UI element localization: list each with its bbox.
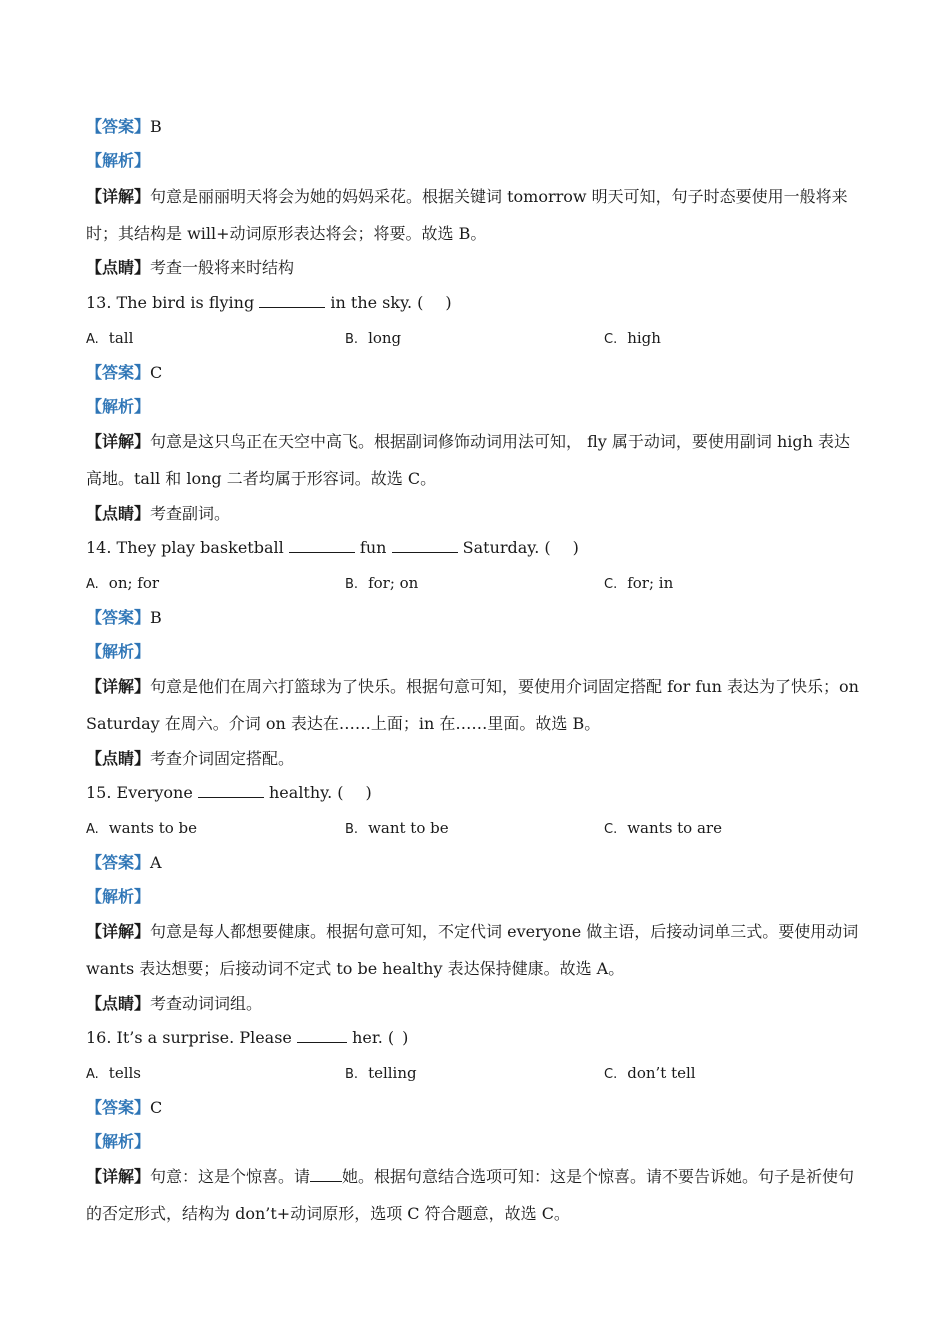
analysis-tag: 【解析】 bbox=[86, 397, 151, 416]
q12-detail-text: 句意是丽丽明天将会为她的妈妈采花。根据关键词 tomorrow 明天可知，句子时态要使用一般将来时；其结构是 will+动词原形表达将会；将要。故选 B。 bbox=[86, 187, 848, 243]
option-letter: B. bbox=[345, 822, 359, 837]
option-text: for; in bbox=[627, 574, 674, 592]
q14-stem-part: 14. They play basketball bbox=[86, 538, 284, 557]
option-text: high bbox=[627, 329, 661, 347]
option-text: for; on bbox=[368, 574, 419, 592]
q14-stem-part: fun bbox=[359, 538, 387, 557]
option-text: tall bbox=[108, 329, 134, 347]
q16-stem bbox=[86, 1027, 866, 1049]
q16-detail-text: 句意：这是个惊喜。请 bbox=[150, 1167, 311, 1186]
answer-blank bbox=[198, 783, 264, 798]
q15-detail-text: 句意是每人都想要健康。根据句意可知，不定代词 everyone 做主语，后接动词单三式。要使用动词 wants 表达想要；后接动词不定式 to be healthy 表达保持健康。故选 A。 bbox=[86, 922, 859, 978]
q15-stem-part: ) bbox=[365, 783, 372, 802]
q14-stem-part: Saturday. ( bbox=[462, 538, 551, 557]
detail-tag: 【详解】 bbox=[86, 432, 151, 451]
analysis-tag: 【解析】 bbox=[86, 642, 151, 661]
option-letter: C. bbox=[604, 332, 618, 347]
answer-tag: 【答案】 bbox=[86, 853, 151, 872]
q16-stem-part: 16. It’s a surprise. Please bbox=[86, 1028, 292, 1047]
option-letter: C. bbox=[604, 1067, 618, 1082]
q14-option-a bbox=[86, 572, 159, 596]
q13-answer: C bbox=[150, 363, 163, 382]
q13-option-c bbox=[604, 327, 661, 351]
q13-stem bbox=[86, 292, 866, 314]
detail-tag: 【详解】 bbox=[86, 187, 151, 206]
detail-tag: 【详解】 bbox=[86, 1167, 151, 1186]
option-letter: A. bbox=[86, 577, 99, 592]
answer-tag: 【答案】 bbox=[86, 1098, 151, 1117]
q13-option-b bbox=[345, 327, 401, 351]
analysis-tag: 【解析】 bbox=[86, 887, 151, 906]
q16-answer: C bbox=[150, 1098, 163, 1117]
q14-answer: B bbox=[150, 608, 162, 627]
option-letter: A. bbox=[86, 1067, 99, 1082]
q15-point-text: 考查动词词组。 bbox=[150, 994, 263, 1013]
q16-stem-part: her. ( bbox=[352, 1028, 395, 1047]
point-tag: 【点睛】 bbox=[86, 749, 151, 768]
detail-tag: 【详解】 bbox=[86, 922, 151, 941]
option-text: tells bbox=[108, 1064, 141, 1082]
q14-stem-part: ) bbox=[572, 538, 579, 557]
option-letter: C. bbox=[604, 822, 618, 837]
answer-tag: 【答案】 bbox=[86, 117, 151, 136]
answer-tag: 【答案】 bbox=[86, 363, 151, 382]
option-text: don’t tell bbox=[627, 1064, 696, 1082]
q15-analysis-line bbox=[86, 886, 866, 908]
q13-point-text: 考查副词。 bbox=[150, 504, 231, 523]
point-tag: 【点睛】 bbox=[86, 994, 151, 1013]
answer-blank bbox=[310, 1167, 342, 1182]
q12-point-text: 考查一般将来时结构 bbox=[150, 258, 295, 277]
q15-point bbox=[86, 993, 866, 1015]
q13-stem-part: in the sky. ( bbox=[330, 293, 424, 312]
q13-detail-text: 句意是这只鸟正在天空中高飞。根据副词修饰动词用法可知， fly 属于动词，要使用副词 high 表达高地。tall 和 long 二者均属于形容词。故选 C。 bbox=[86, 432, 851, 488]
q16-answer-line bbox=[86, 1097, 866, 1119]
option-letter: B. bbox=[345, 332, 359, 347]
q13-stem-part: ) bbox=[445, 293, 452, 312]
option-text: wants to are bbox=[627, 819, 722, 837]
q14-stem bbox=[86, 537, 866, 559]
q14-answer-line bbox=[86, 607, 866, 629]
answer-tag: 【答案】 bbox=[86, 608, 151, 627]
option-letter: B. bbox=[345, 1067, 359, 1082]
q12-detail bbox=[86, 178, 866, 252]
q13-answer-line bbox=[86, 362, 866, 384]
q15-stem bbox=[86, 782, 866, 804]
q16-stem-part: ) bbox=[402, 1028, 409, 1047]
option-text: wants to be bbox=[108, 819, 198, 837]
q15-stem-part: 15. Everyone bbox=[86, 783, 193, 802]
option-letter: A. bbox=[86, 822, 99, 837]
q16-option-b bbox=[345, 1062, 417, 1086]
option-text: on; for bbox=[108, 574, 160, 592]
q15-option-a bbox=[86, 817, 197, 841]
q14-detail bbox=[86, 668, 866, 742]
point-tag: 【点睛】 bbox=[86, 504, 151, 523]
q14-point bbox=[86, 748, 866, 770]
q13-point bbox=[86, 503, 866, 525]
q13-detail bbox=[86, 423, 866, 497]
q16-option-a bbox=[86, 1062, 141, 1086]
answer-blank bbox=[392, 538, 458, 553]
option-letter: B. bbox=[345, 577, 359, 592]
q14-option-b bbox=[345, 572, 418, 596]
q16-detail bbox=[86, 1158, 866, 1232]
q16-analysis-line bbox=[86, 1131, 866, 1153]
q15-answer: A bbox=[150, 853, 162, 872]
analysis-tag: 【解析】 bbox=[86, 1132, 151, 1151]
q13-stem-part: 13. The bird is flying bbox=[86, 293, 255, 312]
answer-blank bbox=[259, 293, 325, 308]
q15-detail bbox=[86, 913, 866, 987]
option-letter: C. bbox=[604, 577, 618, 592]
q14-detail-text: 句意是他们在周六打篮球为了快乐。根据句意可知，要使用介词固定搭配 for fun 表达为了快乐；on Saturday 在周六。介词 on 表达在……上面；in 在……里面。故选 B。 bbox=[86, 677, 859, 733]
q15-option-b bbox=[345, 817, 449, 841]
q15-option-c bbox=[604, 817, 722, 841]
option-text: long bbox=[368, 329, 402, 347]
q13-option-a bbox=[86, 327, 133, 351]
q15-answer-line bbox=[86, 852, 866, 874]
q14-option-c bbox=[604, 572, 673, 596]
q15-stem-part: healthy. ( bbox=[269, 783, 344, 802]
option-text: want to be bbox=[368, 819, 449, 837]
q12-point bbox=[86, 257, 866, 279]
q12-analysis-line bbox=[86, 150, 866, 172]
answer-blank bbox=[289, 538, 355, 553]
q13-analysis-line bbox=[86, 396, 866, 418]
q12-answer-line bbox=[86, 116, 866, 138]
option-letter: A. bbox=[86, 332, 99, 347]
q12-answer: B bbox=[150, 117, 162, 136]
detail-tag: 【详解】 bbox=[86, 677, 151, 696]
q14-analysis-line bbox=[86, 641, 866, 663]
q16-option-c bbox=[604, 1062, 696, 1086]
option-text: telling bbox=[368, 1064, 417, 1082]
point-tag: 【点睛】 bbox=[86, 258, 151, 277]
q16-detail-text: 她。根据句意结合选项可知：这是个惊喜。请不要告诉她。句子是祈使句的否定形式，结构为 don’t+动词原形，选项 C 符合题意，故选 C。 bbox=[86, 1167, 855, 1223]
q14-point-text: 考查介词固定搭配。 bbox=[150, 749, 295, 768]
answer-blank bbox=[297, 1028, 347, 1043]
analysis-tag: 【解析】 bbox=[86, 151, 151, 170]
